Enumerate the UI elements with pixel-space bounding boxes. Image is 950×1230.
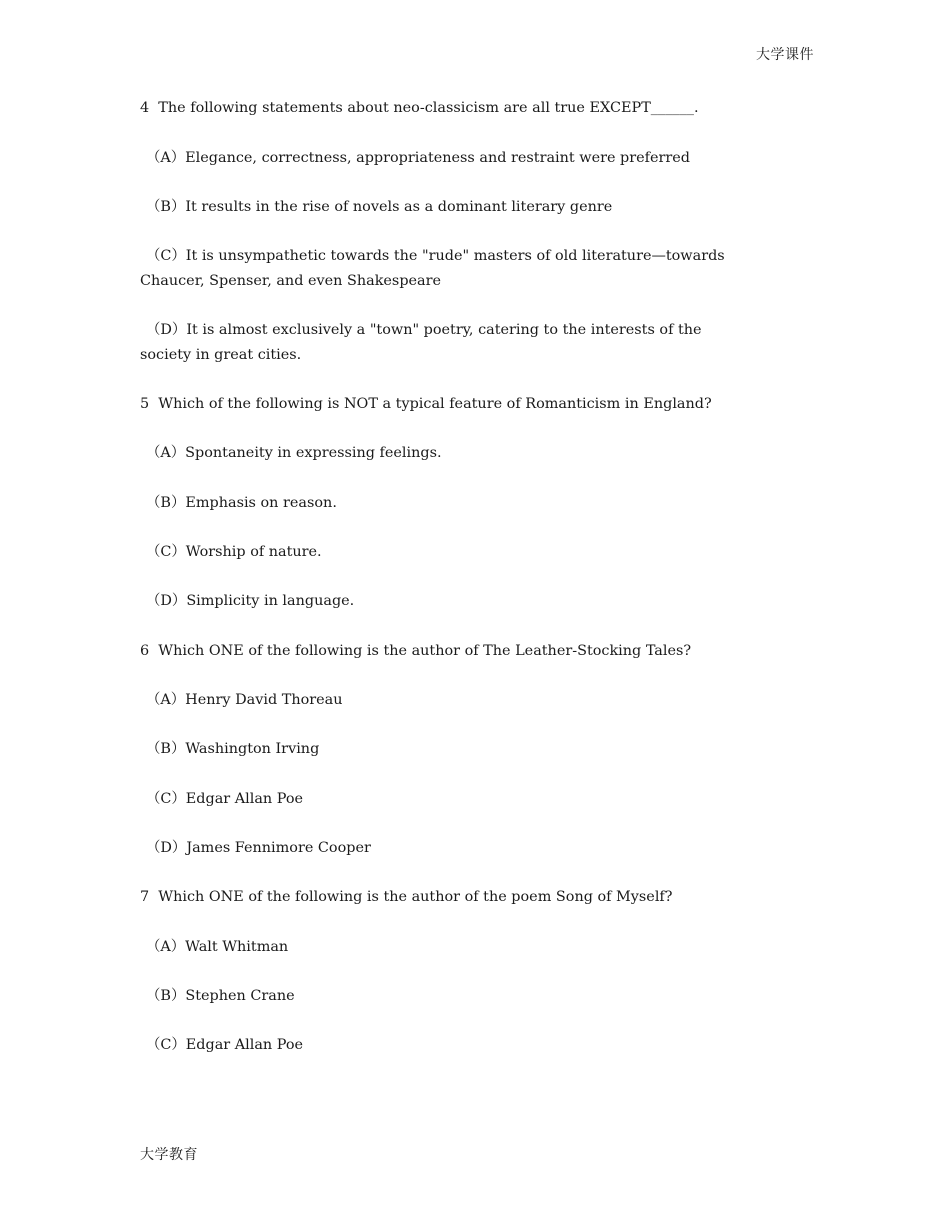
question-6-option-c: （C）Edgar Allan Poe: [146, 791, 304, 807]
question-6-option-b: （B）Washington Irving: [146, 741, 320, 757]
question-4-option-c-cont: Chaucer, Spenser, and even Shakespeare: [140, 273, 442, 289]
question-4-option-b: （B）It results in the rise of novels as a dominant literary genre: [146, 199, 613, 215]
question-6-option-a: （A）Henry David Thoreau: [146, 692, 343, 708]
question-4-option-d: （D）It is almost exclusively a "town" poetry, catering to the interests of the: [146, 322, 702, 338]
question-4-option-d-cont: society in great cities.: [140, 347, 302, 363]
question-7-option-c: （C）Edgar Allan Poe: [146, 1037, 304, 1053]
question-5-stem: 5 Which of the following is NOT a typical feature of Romanticism in England?: [140, 396, 712, 412]
question-5-option-a: （A）Spontaneity in expressing feelings.: [146, 445, 442, 461]
page-header: 大学课件: [756, 47, 814, 63]
question-7-option-a: （A）Walt Whitman: [146, 939, 289, 955]
question-5-option-c: （C）Worship of nature.: [146, 544, 322, 560]
question-7-stem: 7 Which ONE of the following is the author of the poem Song of Myself?: [140, 889, 673, 905]
question-5-option-d: （D）Simplicity in language.: [146, 593, 355, 609]
question-6-stem: 6 Which ONE of the following is the author of The Leather-Stocking Tales?: [140, 643, 692, 659]
question-5-option-b: （B）Emphasis on reason.: [146, 495, 337, 511]
question-4-stem: 4 The following statements about neo-classicism are all true EXCEPT______.: [140, 100, 699, 116]
question-7-option-b: （B）Stephen Crane: [146, 988, 295, 1004]
page-footer: 大学教育: [140, 1147, 198, 1163]
question-6-option-d: （D）James Fennimore Cooper: [146, 840, 371, 856]
question-4-option-a: （A）Elegance, correctness, appropriateness and restraint were preferred: [146, 150, 690, 166]
question-4-option-c: （C）It is unsympathetic towards the "rude" masters of old literature—towards: [146, 248, 725, 264]
